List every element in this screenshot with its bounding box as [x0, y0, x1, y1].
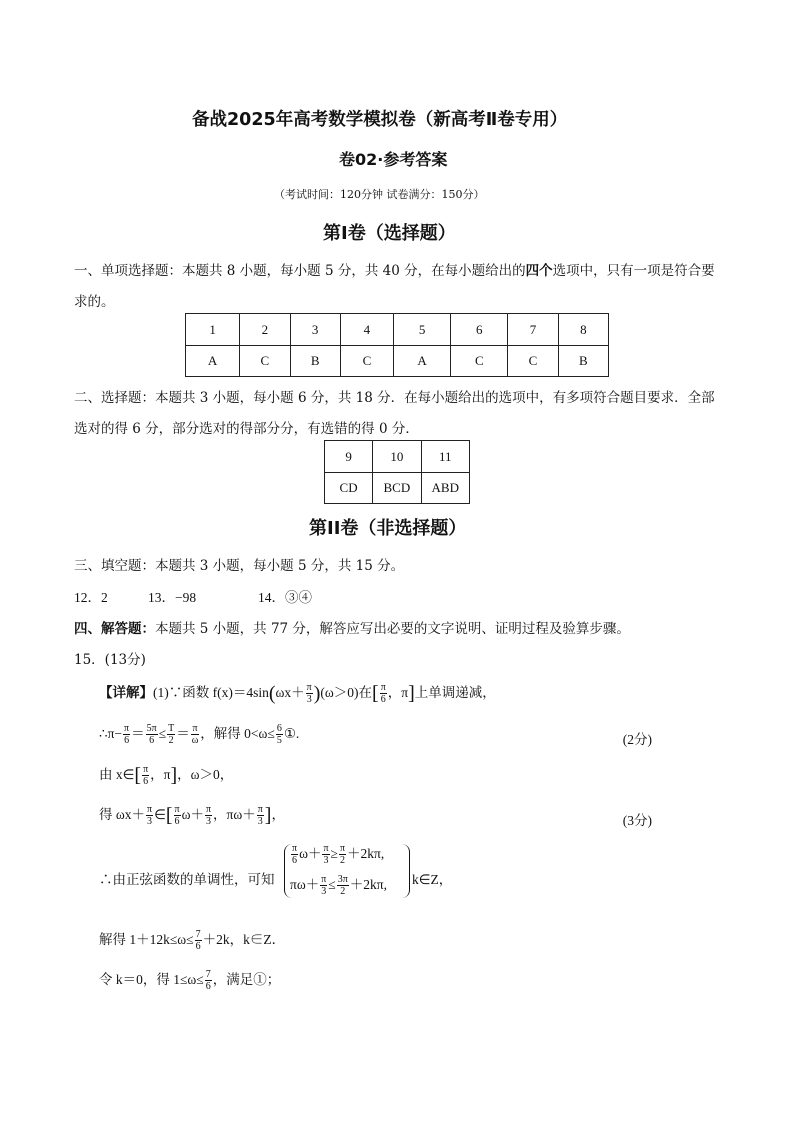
line3-start: 由 x∈: [99, 767, 135, 782]
line2-start: ∴π−: [99, 726, 123, 741]
section1-label: 一、单项选择题：: [74, 263, 182, 279]
multi-choice-answer-row: [325, 473, 470, 504]
section1-instructions: [74, 259, 715, 279]
answer-cell: B: [290, 346, 340, 377]
line6-end: ＋2k，k∈Z．: [202, 932, 286, 947]
question-number-cell: 9: [325, 441, 373, 473]
section1-text-bold: 四个: [525, 263, 553, 279]
line1-decreasing: 上单调递减，: [414, 685, 496, 700]
solution-line-4: 得 ωx＋ $\frac{\pi}{3}$ ∈[ $\frac{\pi}{6}$ ω＋ $\frac{\pi}{3}$ ，πω＋ $\frac{\pi}{3}$ ]，: [99, 804, 285, 828]
fill-answer-14: 14．③④: [258, 590, 312, 605]
section3-text: 本题共 3 小题，每小题 5 分，共 15 分。: [155, 558, 405, 574]
line6-start: 解得 1＋12k≤ω≤: [99, 932, 194, 947]
question-number-cell: 11: [421, 441, 469, 473]
line1-arg: ωx＋: [275, 685, 305, 700]
answer-cell: CD: [325, 473, 373, 504]
line2-mark: ①.: [283, 726, 300, 741]
score-3: (3分): [622, 813, 652, 828]
single-choice-table: [185, 313, 609, 377]
line4-start: 得 ωx＋: [99, 807, 146, 822]
section4-instructions: [74, 617, 630, 637]
section3-label: 三、填空题：: [74, 558, 155, 574]
exam-note: （考试时间：120分钟 试卷满分：150分）: [274, 188, 485, 201]
solution-line-6: 解得 1＋12k≤ω≤ $\frac{7}{6}$ ＋2k，k∈Z．: [99, 929, 286, 953]
section4-text: 本题共 5 小题，共 77 分，解答应写出必要的文字说明、证明过程及验算步骤。: [155, 621, 630, 637]
section1-text-c: 求的。: [74, 294, 115, 310]
section2-instructions: [74, 386, 715, 406]
answer-cell: A: [186, 346, 240, 377]
line1-cond: (ω＞0)在: [320, 685, 373, 700]
question-number-cell: 5: [394, 314, 451, 346]
single-choice-answer-row: [186, 346, 609, 377]
answer-cell: B: [558, 346, 608, 377]
answer-cell: C: [240, 346, 290, 377]
line7-end: ，满足①；: [212, 972, 281, 987]
solution-line-5-label: ∴由正弦函数的单调性，可知: [99, 872, 275, 887]
system-row-2: πω＋ $\frac{\pi}{3}$ ≤ $\frac{3\pi}{2}$ ＋2kπ,: [290, 874, 387, 898]
section2-text-b: 选对的得 6 分，部分选对的得部分分，有选错的得 0 分．: [74, 421, 419, 437]
solution-line-7: 令 k＝0，得 1≤ω≤ $\frac{7}{6}$ ，满足①；: [99, 969, 281, 993]
section2-text-a: 本题共 3 小题，每小题 6 分，共 18 分．在每小题给出的选项中，有多项符合题目要求．全部: [155, 390, 715, 406]
score-2: (2分): [622, 732, 652, 747]
section1-text-a: 本题共 8 小题，每小题 5 分，共 40 分，在每小题给出的: [182, 263, 526, 279]
line3-end: ，ω＞0，: [177, 767, 234, 782]
detail-tag: 【详解】: [99, 685, 153, 701]
line7-start: 令 k＝0，得 1≤ω≤: [99, 972, 204, 987]
solution-line-2: ∴π− $\frac{\pi}{6}$ ＝ $\frac{5\pi}{6}$ ≤ $\frac{T}{2}$ ＝ $\frac{\pi}{\omega}$ ，解得 0<ω≤ $\frac{6}{5}$ ①.: [99, 723, 300, 747]
system-row-1-text: ω＋: [299, 846, 322, 861]
question-15-label: 15．(13分): [74, 652, 146, 668]
document-title: 备战2025年高考数学模拟卷（新高考Ⅱ卷专用）: [192, 110, 568, 130]
section1-text-b: 选项中，只有一项是符合要: [552, 263, 715, 279]
section3-instructions: [74, 554, 404, 574]
fill-answer-13: 13．−98: [148, 590, 197, 605]
question-number-cell: 3: [290, 314, 340, 346]
answer-cell: A: [394, 346, 451, 377]
question-number-cell: 4: [340, 314, 393, 346]
section2-label: 二、选择题：: [74, 390, 155, 406]
question-number-cell: 10: [373, 441, 421, 473]
system-right-brace: [401, 844, 410, 898]
line2-solve: 解得 0<ω≤: [213, 726, 275, 741]
answer-cell: C: [451, 346, 508, 377]
single-choice-number-row: [186, 314, 609, 346]
system-row-2-text: πω＋: [290, 877, 320, 892]
line1-function: (1)∵函数 f(x)＝4sin: [153, 685, 269, 700]
solution-line-1: 【详解】(1)∵函数 f(x)＝4sin(ωx＋ $\frac{\pi}{3}$ )(ω＞0)在[ $\frac{\pi}{6}$ ，π]上单调递减，: [99, 682, 496, 706]
answer-cell: C: [340, 346, 393, 377]
multi-choice-number-row: [325, 441, 470, 473]
part2-heading: 第II卷（非选择题）: [309, 518, 467, 539]
answer-cell: BCD: [373, 473, 421, 504]
section4-label: 四、解答题：: [74, 621, 155, 637]
question-number-cell: 1: [186, 314, 240, 346]
solution-line-3: 由 x∈[ $\frac{\pi}{6}$ ，π]，ω＞0，: [99, 764, 234, 788]
question-number-cell: 6: [451, 314, 508, 346]
answer-cell: ABD: [421, 473, 469, 504]
part1-heading: 第I卷（选择题）: [323, 223, 456, 244]
document-subtitle: 卷02·参考答案: [339, 150, 448, 169]
question-number-cell: 8: [558, 314, 608, 346]
system-row-1: $\frac{\pi}{6}$ ω＋ $\frac{\pi}{3}$ ≥ $\frac{\pi}{2}$ ＋2kπ,: [292, 843, 385, 867]
answer-cell: C: [508, 346, 558, 377]
question-number-cell: 7: [508, 314, 558, 346]
multi-choice-table: [324, 440, 470, 504]
system-k-condition: k∈Z，: [412, 872, 453, 887]
question-number-cell: 2: [240, 314, 290, 346]
fill-answer-12: 12．2: [74, 590, 108, 605]
